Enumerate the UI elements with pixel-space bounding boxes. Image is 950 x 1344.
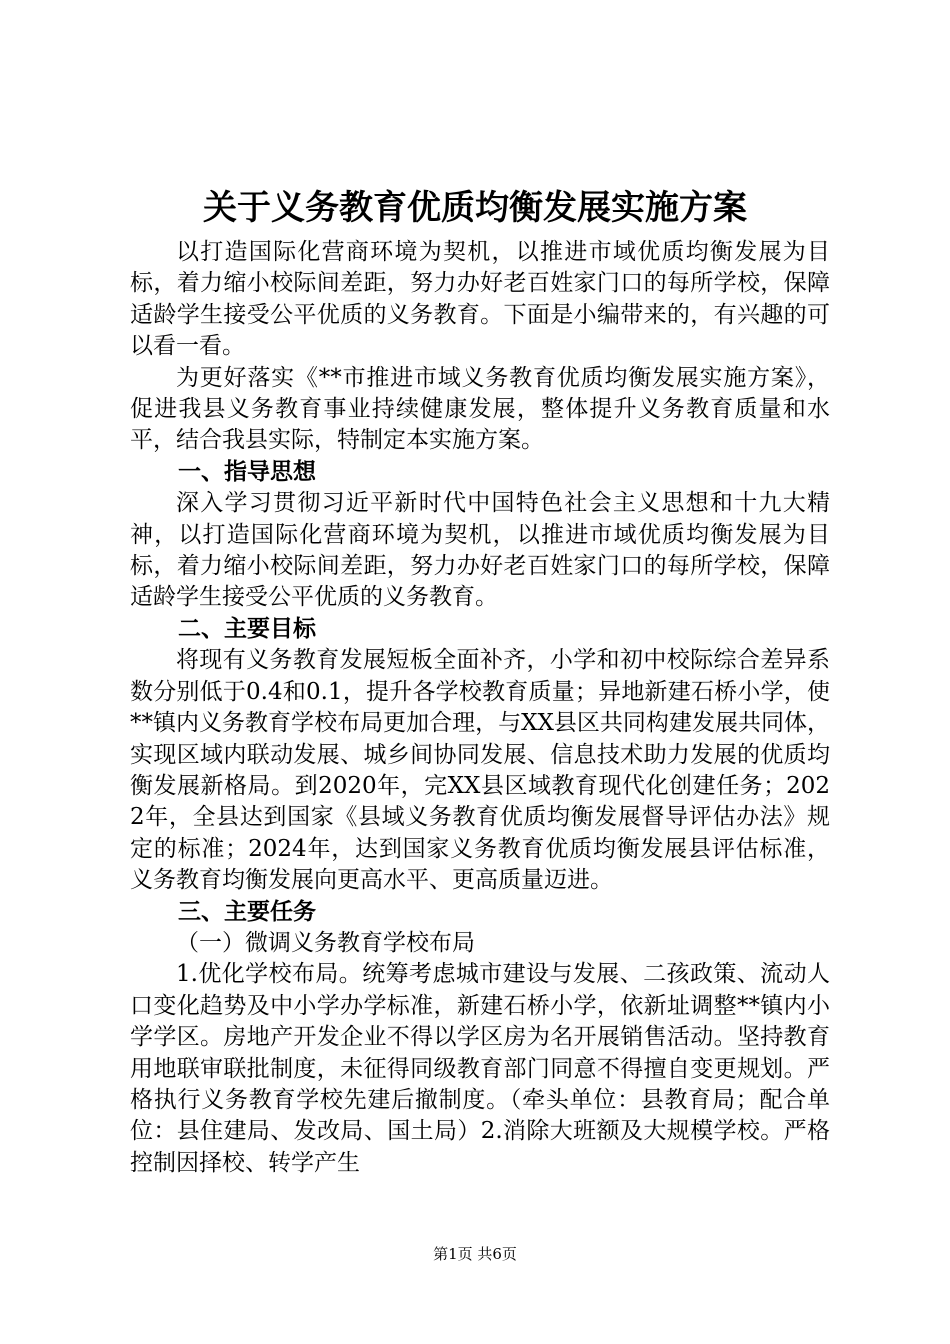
intro-paragraph-2: 为更好落实《**市推进市域义务教育优质均衡发展实施方案》，促进我县义务教育事业持续健康发展，整体提升义务教育质量和水平，结合我县实际，特制定本实施方案。	[130, 364, 830, 454]
intro-paragraph-1: 以打造国际化营商环境为契机，以推进市域优质均衡发展为目标，着力缩小校际间差距，努力办好老百姓家门口的每所学校，保障适龄学生接受公平优质的义务教育。下面是小编带来的，有兴趣的可以看一看。	[130, 239, 830, 360]
section-heading-main-goals: 二、主要目标	[178, 615, 316, 642]
section-paragraph-main-goals: 将现有义务教育发展短板全面补齐，小学和初中校际综合差异系数分别低于0.4和0.1，提升各学校教育质量；异地新建石桥小学，使**镇内义务教育学校布局更加合理，与XX县区共同构建发展共同体，实现区域内联动发展、城乡间协同发展、信息技术助力发展的优质均衡发展新格局。到2020年，完XX县区域教育现代化创建任务；2022年，全县达到国家《县域义务教育优质均衡发展督导评估办法》规定的标准；2024年，达到国家义务教育优质均衡发展县评估标准，义务教育均衡发展向更高水平、更高质量迈进。	[130, 647, 830, 894]
section-heading-guiding-thought: 一、指导思想	[178, 458, 316, 485]
subsection-heading-school-layout: （一）微调义务教育学校布局	[176, 929, 475, 956]
document-body	[130, 237, 830, 1179]
page-number-footer: 第1页 共6页	[433, 1245, 517, 1263]
section-heading-main-tasks: 三、主要任务	[178, 898, 316, 925]
document-title: 关于义务教育优质均衡发展实施方案	[203, 188, 747, 228]
section-paragraph-school-layout: 1.优化学校布局。统筹考虑城市建设与发展、二孩政策、流动人口变化趋势及中小学办学标准，新建石桥小学，依新址调整**镇内小学学区。房地产开发企业不得以学区房为名开展销售活动。坚持教育用地联审联批制度，未征得同级教育部门同意不得擅自变更规划。严格执行义务教育学校先建后撤制度。（牵头单位：县教育局；配合单位：县住建局、发改局、国土局）2.消除大班额及大规模学校。严格控制因择校、转学产生	[130, 961, 830, 1176]
section-paragraph-guiding-thought: 深入学习贯彻习近平新时代中国特色社会主义思想和十九大精神，以打造国际化营商环境为契机，以推进市域优质均衡发展为目标，着力缩小校际间差距，努力办好老百姓家门口的每所学校，保障适龄学生接受公平优质的义务教育。	[130, 490, 830, 611]
